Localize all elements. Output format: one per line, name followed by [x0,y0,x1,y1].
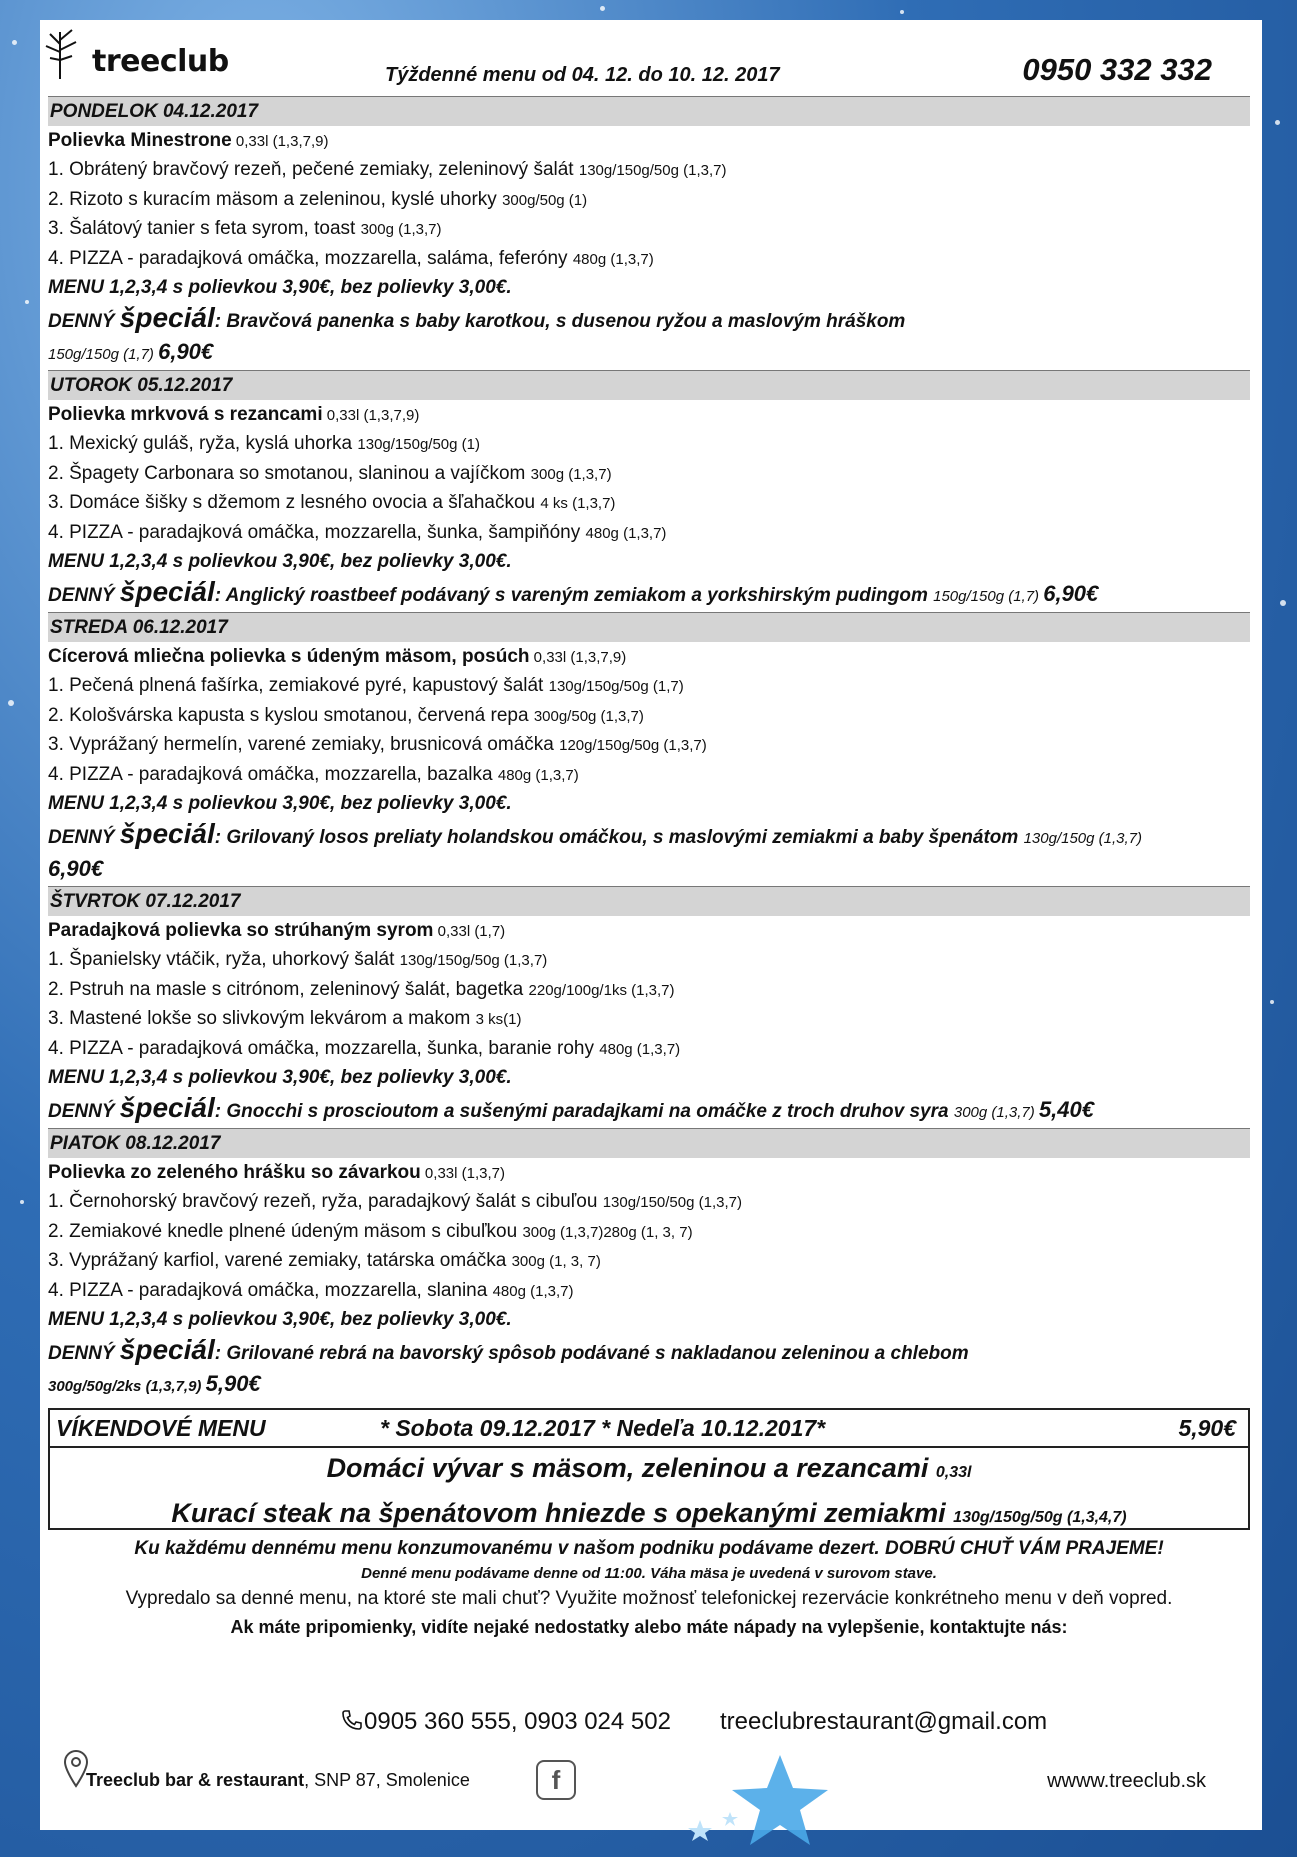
snow-dot [600,6,605,11]
menu-item-text: 4. PIZZA - paradajková omáčka, mozzarella, slanina [48,1279,493,1301]
special-weight: 300g/50g/2ks (1,3,7,9) [48,1378,206,1395]
menu-item-text: 2. Špagety Carbonara so smotanou, slaninou a vajíčkom [48,462,531,484]
soup-name: Cícerová mliečna polievka s údeným mäsom, posúch [48,646,530,667]
website-link[interactable]: wwww.treeclub.sk [1047,1770,1206,1792]
venue-name: Treeclub bar & restaurant [86,1770,305,1790]
special-weight: 130g/150g (1,3,7) [1023,830,1143,847]
menu-item-info: 300g (1, 3, 7) [511,1253,601,1270]
menu-item-text: 4. PIZZA - paradajková omáčka, mozzarella, bazalka [48,763,498,785]
menu-item-info: 130g/150g/50g (1) [357,436,480,453]
menu-item-text: 1. Obrátený bravčový rezeň, pečené zemiaky, zeleninový šalát [48,159,579,180]
snow-dot [8,700,14,706]
menu-item-info: 130g/150g/50g (1,3,7) [578,162,727,179]
day-section-friday [48,1128,1250,1402]
menu-item [48,518,1250,548]
contact-phones[interactable] [340,1708,671,1736]
menu-item-info: 300g (1,3,7) [360,221,442,238]
special-price: 6,90€ [158,339,214,364]
menu-item-info: 4 ks (1,3,7) [540,495,616,512]
soup-info: 0,33l (1,3,7,9) [529,649,627,666]
weekend-label: VÍKENDOVÉ MENU [56,1415,266,1441]
logo-text: treeclub [92,44,229,79]
menu-item-text: 3. Vyprážaný hermelín, varené zemiaky, brusnicová omáčka [48,734,560,755]
special-word: špeciál [119,302,215,333]
weekend-dish-info: 0,33l [935,1464,972,1481]
menu-item [48,1034,1250,1064]
menu-item-info: 480g (1,3,7) [497,766,579,784]
menu-item-info: 300g/50g (1) [502,191,588,209]
weekend-dish-name: Domáci vývar s mäsom, zeleninou a rezancami [326,1453,936,1483]
menu-item [48,975,1250,1005]
weekend-dish [50,1493,1248,1538]
menu-item-text: 4. PIZZA - paradajková omáčka, mozzarella, šunka, šampiňóny [48,521,586,543]
special-text: : Grilovaný losos preliaty holandskou omáčkou, s maslovými zemiakmi a baby špenátom [214,827,1024,848]
special-label: DENNÝ [48,1101,120,1122]
week-title: Týždenné menu od 04. 12. do 10. 12. 2017 [385,64,780,86]
menu-item-info: 480g (1,3,7) [599,1040,681,1058]
menu-item-info: 300g/50g (1,3,7) [533,707,644,725]
menu-item [48,429,1250,459]
special-label: DENNÝ [48,1343,120,1364]
daily-special [48,303,928,370]
menu-price: MENU 1,2,3,4 s polievkou 3,90€, bez polievky 3,00€. [48,1067,512,1088]
special-price: 5,40€ [1038,1097,1094,1122]
menu-item [48,214,1250,244]
menu-item [48,244,1250,274]
day-section-wednesday [48,612,1250,886]
menu-item [48,185,1250,215]
soup-line [48,126,1250,155]
menu-item-info: 300g (1,3,7) [530,465,612,483]
menu-price: MENU 1,2,3,4 s polievkou 3,90€, bez polievky 3,00€. [48,793,512,814]
menu-item [48,1004,1250,1034]
weekend-menu [48,1448,1250,1530]
menu-item [48,701,1250,731]
daily-special [48,1093,1250,1128]
menu-item [48,1246,1250,1276]
menu-item-text: 3. Vyprážaný karfiol, varené zemiaky, tatárska omáčka [48,1250,512,1271]
day-header: STREDA 06.12.2017 [48,612,1250,642]
reservation-note: Vypredalo sa denné menu, na ktoré ste mali chuť? Využite možnosť telefonickej rezervácie konkrétneho menu v deň vopred. [125,1588,1173,1609]
special-label: DENNÝ [48,311,120,332]
special-word: špeciál [119,1092,215,1123]
daily-menus [48,96,1250,1640]
daily-special [48,819,1198,886]
menu-price: MENU 1,2,3,4 s polievkou 3,90€, bez polievky 3,00€. [48,551,512,572]
snow-dot [20,1200,24,1204]
weekend-price: 5,90€ [1178,1415,1236,1441]
special-price: 6,90€ [1043,581,1099,606]
snow-dot [1280,600,1286,606]
weekend-dish-name: Kurací steak na špenátovom hniezde s opekanými zemiakmi [171,1498,954,1528]
special-weight: 150g/150g (1,7) [48,346,159,363]
soup-name: Paradajková polievka so strúhaným syrom [48,920,434,941]
menu-page [40,20,1262,1830]
day-header: PIATOK 08.12.2017 [48,1128,1250,1158]
special-text: : Bravčová panenka s baby karotkou, s dusenou ryžou a maslovým hráškom [214,311,906,332]
menu-item-text: 4. PIZZA - paradajková omáčka, mozzarella, šunka, baranie rohy [48,1037,600,1059]
star-decoration-icon [660,1750,860,1850]
menu-item-text: 1. Španielsky vtáčik, ryža, uhorkový šalát [48,949,400,970]
soup-line [48,400,1250,429]
menu-item [48,488,1250,518]
venue-street: , SNP 87, Smolenice [304,1770,470,1790]
special-text: : Grilované rebrá na bavorský spôsob podávané s nakladanou zeleninou a chlebom [214,1343,969,1364]
special-word: špeciál [119,818,215,849]
special-weight: 300g (1,3,7) [953,1104,1039,1121]
phone-numbers: 0905 360 555, 0903 024 502 [364,1708,671,1735]
menu-item-info: 480g (1,3,7) [585,524,667,542]
weekend-dish [50,1448,1248,1493]
special-text: : Gnocchi s proscioutom a sušenými paradajkami na omáčke z troch druhov syra [214,1101,954,1122]
menu-item-info: 3 ks(1) [475,1011,522,1028]
special-price: 5,90€ [205,1371,261,1396]
menu-item [48,459,1250,489]
menu-item-info: 130g/150g/50g (1,7) [548,678,684,695]
weekend-header [48,1408,1250,1448]
header-phone: 0950 332 332 [1022,52,1212,87]
contact-email[interactable]: treeclubrestaurant@gmail.com [720,1708,1048,1735]
special-word: špeciál [119,1334,215,1365]
menu-item [48,1276,1250,1306]
menu-item [48,1217,1250,1247]
menu-item-text: 2. Rizoto s kuracím mäsom a zeleninou, kyslé uhorky [48,188,503,210]
menu-item-text: 3. Domáce šišky s džemom z lesného ovocia a šľahačkou [48,492,541,513]
soup-name: Polievka zo zeleného hrášku so závarkou [48,1162,421,1183]
menu-item-text: 1. Pečená plnená fašírka, zemiakové pyré, kapustový šalát [48,675,549,696]
dessert-note: Ku každému dennému menu konzumovanému v našom podniku podávame dezert. DOBRÚ CHUŤ VÁM PRAJEME! [134,1538,1164,1559]
soup-name: Polievka mrkvová s rezancami [48,404,323,425]
menu-price: MENU 1,2,3,4 s polievkou 3,90€, bez polievky 3,00€. [48,277,512,298]
menu-item-text: 1. Mexický guláš, ryža, kyslá uhorka [48,433,358,454]
daily-special [48,1335,1048,1402]
menu-item [48,760,1250,790]
menu-item-info: 120g/150g/50g (1,3,7) [559,737,707,754]
snow-dot [1275,120,1280,125]
weekend-dish-info: 130g/150g/50g (1,3,4,7) [953,1509,1127,1526]
menu-item [48,945,1250,975]
menu-price: MENU 1,2,3,4 s polievkou 3,90€, bez polievky 3,00€. [48,1309,512,1330]
soup-line [48,916,1250,945]
serving-note: Denné menu podávame denne od 11:00. Váha mäsa je uvedená v surovom stave. [361,1565,937,1582]
snow-dot [1270,1000,1274,1004]
soup-info: 0,33l (1,3,7,9) [231,133,329,150]
daily-special [48,577,1250,612]
menu-item [48,730,1250,760]
menu-item-text: 2. Zemiakové knedle plnené údeným mäsom s cibuľkou [48,1220,523,1242]
feedback-note: Ak máte pripomienky, vidíte nejaké nedostatky alebo máte nápady na vylepšenie, kontaktujte nás: [230,1617,1068,1637]
snow-dot [25,300,29,304]
soup-info: 0,33l (1,7) [433,923,506,940]
soup-line [48,642,1250,671]
special-word: špeciál [119,576,215,607]
menu-item-text: 1. Černohorský bravčový rezeň, ryža, paradajkový šalát s cibuľou [48,1191,603,1212]
soup-line [48,1158,1250,1187]
menu-item-info: 130g/150/50g (1,3,7) [602,1194,742,1211]
menu-item [48,1187,1250,1217]
contact-line [40,1708,1262,1744]
menu-item-info: 130g/150g/50g (1,3,7) [399,952,548,969]
day-header: PONDELOK 04.12.2017 [48,96,1250,126]
snow-dot [900,10,904,14]
venue-address [86,1770,470,1791]
special-label: DENNÝ [48,585,120,606]
special-text: : Anglický roastbeef podávaný s vareným zemiakom a yorkshirským pudingom [214,585,934,606]
phone-icon [340,1708,364,1732]
special-weight: 150g/150g (1,7) [933,588,1044,605]
menu-item-text: 4. PIZZA - paradajková omáčka, mozzarella, saláma, feferóny [48,247,573,269]
soup-info: 0,33l (1,3,7,9) [322,407,420,424]
page-footer [40,1748,1262,1808]
soup-name: Polievka Minestrone [48,130,232,151]
weekend-dates: * Sobota 09.12.2017 * Nedeľa 10.12.2017* [380,1415,826,1441]
menu-item [48,155,1250,185]
special-price: 6,90€ [48,856,104,881]
day-section-monday [48,96,1250,370]
footer-notes [48,1534,1250,1640]
menu-item [48,671,1250,701]
menu-item-info: 480g (1,3,7) [492,1282,574,1300]
menu-item-text: 3. Mastené lokše so slivkovým lekvárom a makom [48,1008,476,1029]
menu-item-info: 300g (1,3,7)280g (1, 3, 7) [522,1223,693,1241]
day-header: ŠTVRTOK 07.12.2017 [48,886,1250,916]
menu-item-text: 2. Kološvárska kapusta s kyslou smotanou, červená repa [48,704,534,726]
menu-item-text: 3. Šalátový tanier s feta syrom, toast [48,218,361,239]
soup-info: 0,33l (1,3,7) [420,1165,505,1182]
day-section-tuesday [48,370,1250,612]
special-label: DENNÝ [48,827,120,848]
snow-dot [12,40,17,45]
facebook-icon[interactable]: f [536,1760,576,1800]
page-header [40,20,1262,92]
menu-item-info: 480g (1,3,7) [572,250,654,268]
day-section-thursday [48,886,1250,1128]
menu-item-info: 220g/100g/1ks (1,3,7) [528,981,675,999]
day-header: UTOROK 05.12.2017 [48,370,1250,400]
menu-item-text: 2. Pstruh na masle s citrónom, zeleninový šalát, bagetka [48,978,529,1000]
